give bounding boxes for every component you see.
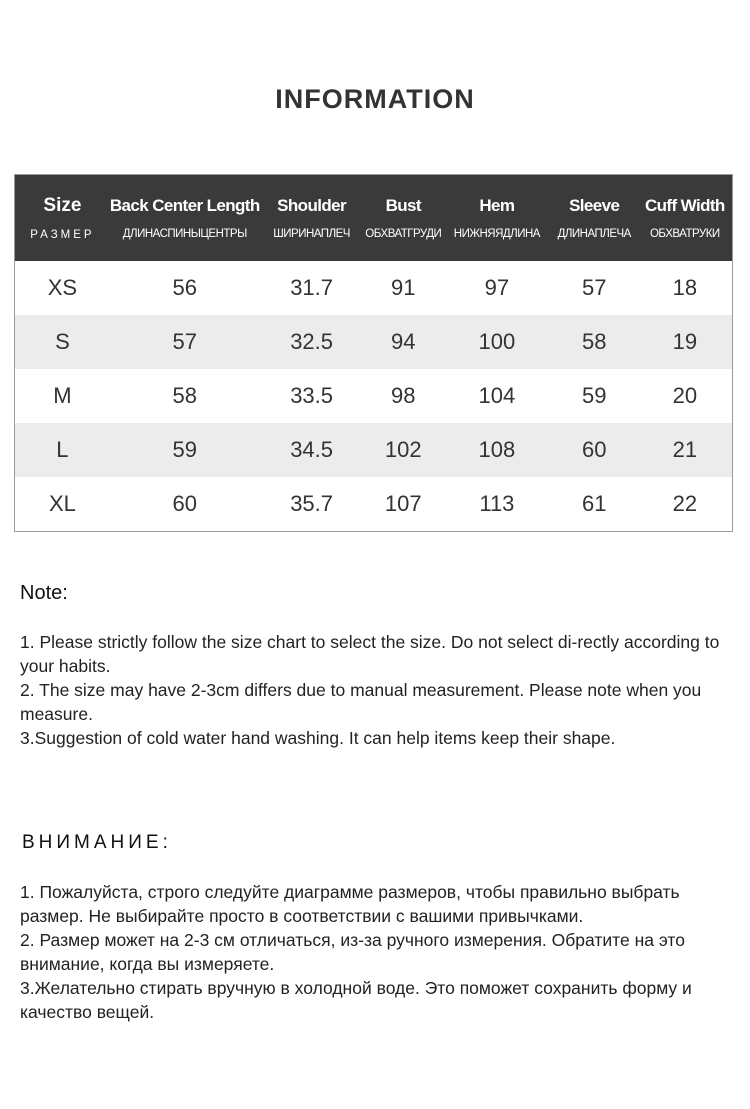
note-item: 3.Suggestion of cold water hand washing. It can help items keep their shape. <box>20 728 616 748</box>
column-header-shoulder: Shoulder ШИРИНАПЛЕЧ <box>273 195 350 240</box>
table-row <box>15 477 733 532</box>
note-item: 1. Please strictly follow the size chart to select the size. Do not select di-rectly according to your habits. <box>20 632 720 676</box>
table-cell: 60 <box>581 436 607 462</box>
column-header-bust: Bust ОБХВАТГРУДИ <box>365 195 442 240</box>
size-chart-table <box>14 174 733 532</box>
table-cell: 91 <box>391 274 416 300</box>
size-cell: L <box>56 436 69 462</box>
table-cell: 57 <box>581 274 607 300</box>
table-header-row <box>15 175 733 261</box>
page-title: INFORMATION <box>275 84 475 114</box>
table-cell: 58 <box>581 328 607 354</box>
table-row <box>15 315 733 369</box>
table-cell: 102 <box>384 436 422 462</box>
table-cell: 34.5 <box>290 436 334 462</box>
table-cell: 19 <box>672 328 698 354</box>
size-cell: S <box>55 328 70 354</box>
table-cell: 97 <box>484 274 510 300</box>
column-header-size: Size РАЗМЕР <box>30 194 95 241</box>
table-cell: 100 <box>478 328 516 354</box>
note-list <box>20 630 720 750</box>
table-cell: 60 <box>172 490 197 516</box>
table-cell: 35.7 <box>290 490 334 516</box>
table-cell: 33.5 <box>290 382 334 408</box>
table-cell: 59 <box>172 436 197 462</box>
size-cell: XS <box>47 274 78 300</box>
column-header-hem: Hem НИЖНЯЯДЛИНА <box>453 195 540 240</box>
table-cell: 31.7 <box>290 274 334 300</box>
attention-item: 1. Пожалуйста, строго следуйте диаграмме размеров, чтобы правильно выбрать размер. Не выбирайте просто в соответствии с вашими привычками. <box>20 882 680 926</box>
table-row <box>15 369 733 423</box>
table-cell: 61 <box>581 490 607 516</box>
table-cell: 18 <box>672 274 698 300</box>
attention-item: 2. Размер может на 2-3 см отличаться, из-за ручного измерения. Обратите на это внимание, когда вы измеряете. <box>20 930 685 974</box>
table-cell: 58 <box>172 382 197 408</box>
note-item: 2. The size may have 2-3cm differs due to manual measurement. Please note when you measure. <box>20 680 702 724</box>
table-cell: 22 <box>672 490 698 516</box>
table-cell: 94 <box>391 328 416 354</box>
attention-item: 3.Желательно стирать вручную в холодной воде. Это поможет сохранить форму и качество вещей. <box>20 978 692 1022</box>
note-heading: Note: <box>20 582 68 604</box>
table-cell: 21 <box>672 436 698 462</box>
table-cell: 59 <box>581 382 607 408</box>
table-row <box>15 423 733 477</box>
table-cell: 56 <box>172 274 197 300</box>
table-cell: 57 <box>172 328 197 354</box>
table-cell: 98 <box>391 382 416 408</box>
table-cell: 32.5 <box>290 328 334 354</box>
column-header-cuff-width: Cuff Width ОБХВАТРУКИ <box>644 195 725 240</box>
table-cell: 108 <box>478 436 516 462</box>
attention-heading: ВНИМАНИЕ: <box>22 832 172 853</box>
table-cell: 107 <box>384 490 422 516</box>
table-cell: 104 <box>478 382 516 408</box>
column-header-sleeve: Sleeve ДЛИНАПЛЕЧА <box>557 195 631 240</box>
size-cell: XL <box>48 490 76 516</box>
size-cell: M <box>53 382 72 408</box>
column-header-back-center-length: Back Center Length ДЛИНАСПИНЫЦЕНТРЫ <box>109 195 260 240</box>
attention-list <box>20 880 725 1024</box>
table-cell: 113 <box>479 490 515 516</box>
table-cell: 20 <box>672 382 698 408</box>
table-row <box>15 261 733 315</box>
